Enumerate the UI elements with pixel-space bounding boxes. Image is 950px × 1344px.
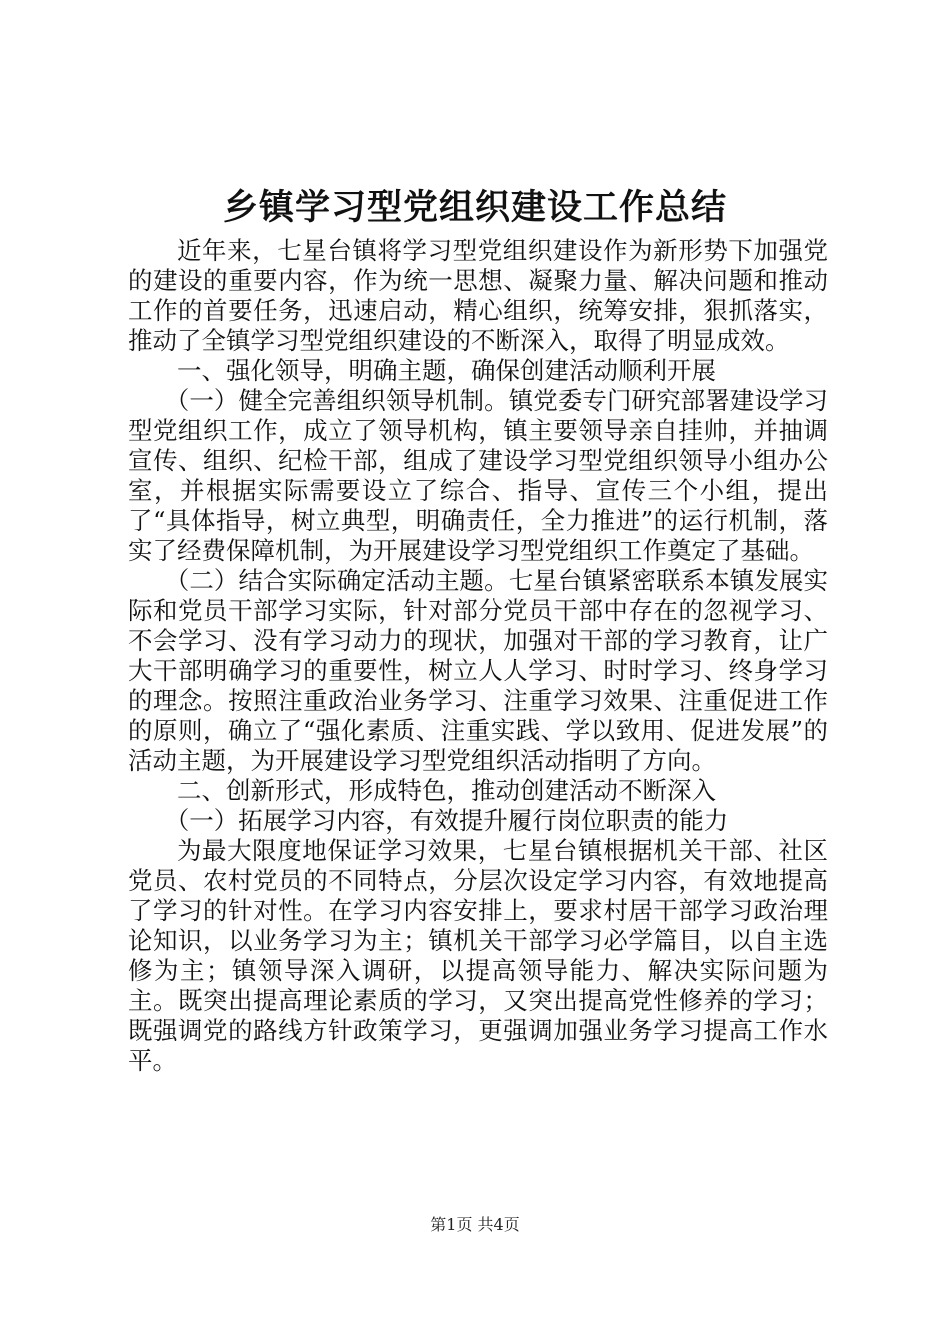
page-footer: 第1页 共4页 xyxy=(430,1215,520,1234)
subsection-paragraph-1-1: （一）健全完善组织领导机制。镇党委专门研究部署建设学习型党组织工作，成立了领导机构，镇主要领导亲自挂帅，并抽调宣传、组织、纪检干部，组成了建设学习型党组织领导小组办公室，并根据实际需要设立了综合、指导、宣传三个小组，提出了“具体指导，树立典型，明确责任，全力推进”的运行机制，落实了经费保障机制，为开展建设学习型党组织工作奠定了基础。 xyxy=(128,386,828,565)
document-body xyxy=(128,236,828,1076)
document-title: 乡镇学习型党组织建设工作总结 xyxy=(222,187,727,228)
section-heading-1: 一、强化领导，明确主题，确保创建活动顺利开展 xyxy=(177,356,716,385)
body-paragraph-2-1: 为最大限度地保证学习效果，七星台镇根据机关干部、社区党员、农村党员的不同特点，分层次设定学习内容，有效地提高了学习的针对性。在学习内容安排上，要求村居干部学习政治理论知识，以业务学习为主；镇机关干部学习必学篇目，以自主选修为主；镇领导深入调研，以提高领导能力、解决实际问题为主。既突出提高理论素质的学习，又突出提高党性修养的学习；既强调党的路线方针政策学习，更强调加强业务学习提高工作水平。 xyxy=(128,836,828,1075)
subsection-heading-2-1: （一）拓展学习内容，有效提升履行岗位职责的能力 xyxy=(164,806,729,835)
subsection-paragraph-1-2: （二）结合实际确定活动主题。七星台镇紧密联系本镇发展实际和党员干部学习实际，针对部分党员干部中存在的忽视学习、不会学习、没有学习动力的现状，加强对干部的学习教育，让广大干部明确学习的重要性，树立人人学习、时时学习、终身学习的理念。按照注重政治业务学习、注重学习效果、注重促进工作的原则，确立了“强化素质、注重实践、学以致用、促进发展”的活动主题，为开展建设学习型党组织活动指明了方向。 xyxy=(128,566,828,775)
section-heading-2: 二、创新形式，形成特色，推动创建活动不断深入 xyxy=(177,776,716,805)
intro-paragraph: 近年来，七星台镇将学习型党组织建设作为新形势下加强党的建设的重要内容，作为统一思想、凝聚力量、解决问题和推动工作的首要任务，迅速启动，精心组织，统筹安排，狠抓落实，推动了全镇学习型党组织建设的不断深入，取得了明显成效。 xyxy=(128,236,828,355)
